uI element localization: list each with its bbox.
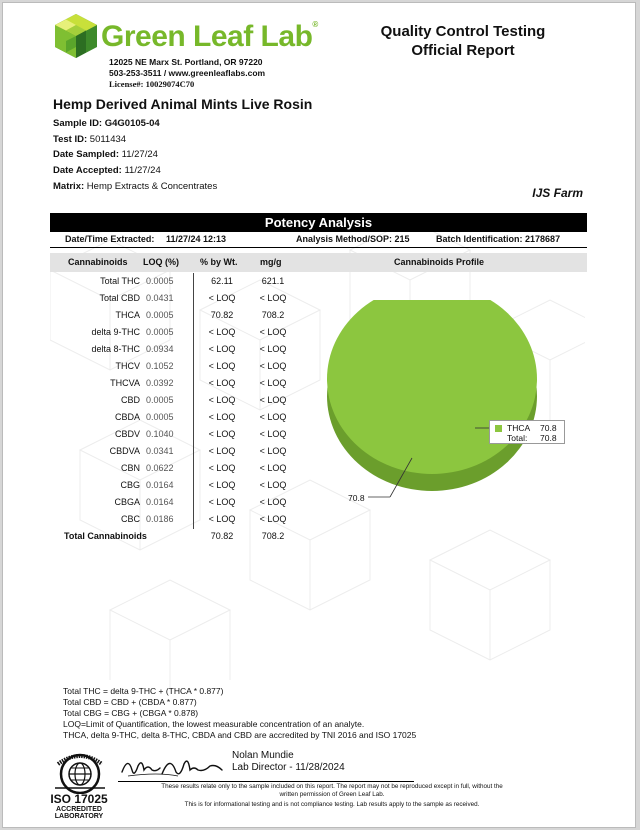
legend-label-thca: THCA xyxy=(507,423,531,433)
cell-pct: < LOQ xyxy=(208,463,236,473)
cell-pct: < LOQ xyxy=(208,497,236,507)
signer-block xyxy=(232,750,345,774)
cell-name: CBD xyxy=(120,395,140,405)
signer-name: Nolan Mundie xyxy=(232,750,294,761)
cell-loq: 0.0005 xyxy=(146,310,174,320)
total-pct: 70.82 xyxy=(210,531,234,541)
cell-mg: < LOQ xyxy=(259,480,287,490)
cell-name: CBDVA xyxy=(109,446,140,456)
cell-loq: 0.0164 xyxy=(146,497,174,507)
cell-pct: < LOQ xyxy=(208,480,236,490)
cell-loq: 0.0934 xyxy=(146,344,174,354)
cell-loq: 0.1052 xyxy=(146,361,174,371)
table-row xyxy=(50,358,300,375)
cell-name: THCVA xyxy=(110,378,140,388)
iso-accreditation-badge: ISO 17025 ACCREDITED LABORATORY xyxy=(50,792,108,820)
note-total-cbg: Total CBG = CBG + (CBGA * 0.878) xyxy=(63,708,199,718)
legend-swatch-thca xyxy=(495,425,502,432)
header-loq: LOQ (%) xyxy=(143,257,179,267)
header-divider xyxy=(50,247,587,248)
table-row xyxy=(50,273,300,290)
signature-line xyxy=(118,781,414,782)
header-profile: Cannabinoids Profile xyxy=(394,257,485,267)
cell-loq: 0.1040 xyxy=(146,429,174,439)
note-total-thc: Total THC = delta 9-THC + (THCA * 0.877) xyxy=(63,686,224,696)
cell-name: Total THC xyxy=(100,276,140,286)
note-loq: LOQ=Limit of Quantification, the lowest measurable concentration of an analyte. xyxy=(63,719,365,729)
cell-mg: < LOQ xyxy=(259,344,287,354)
table-row xyxy=(50,392,300,409)
informational-disclaimer: This is for informational testing and is not compliance testing. Lab results apply to the sample as received. xyxy=(184,801,480,808)
cell-mg: < LOQ xyxy=(259,293,287,303)
cell-mg: < LOQ xyxy=(259,395,287,405)
lab-address: 12025 NE Marx St. Portland, OR 97220 xyxy=(109,57,263,67)
chart-legend xyxy=(489,420,565,444)
cell-mg: < LOQ xyxy=(259,429,287,439)
cell-pct: < LOQ xyxy=(208,412,236,422)
cell-loq: 0.0186 xyxy=(146,514,174,524)
table-row xyxy=(50,511,300,528)
cell-loq: 0.0005 xyxy=(146,276,174,286)
cell-pct: 62.11 xyxy=(211,276,233,286)
cell-loq: 0.0005 xyxy=(146,412,174,422)
cell-name: CBN xyxy=(120,463,140,473)
cell-name: CBGA xyxy=(114,497,140,507)
header-mg: mg/g xyxy=(260,257,282,267)
cell-pct: < LOQ xyxy=(208,514,236,524)
cell-name: delta 9-THC xyxy=(91,327,140,337)
cell-mg: < LOQ xyxy=(259,463,287,473)
header-cannabinoids: Cannabinoids xyxy=(68,257,128,267)
cell-name: Total CBD xyxy=(99,293,140,303)
date-accepted: Date Accepted: 11/27/24 xyxy=(53,165,161,177)
cell-loq: 0.0005 xyxy=(146,327,174,337)
date-time-extracted-value: 11/27/24 12:13 xyxy=(166,234,227,244)
lab-director-signature xyxy=(118,752,228,782)
cell-mg: < LOQ xyxy=(259,378,287,388)
pie-data-label: 70.8 xyxy=(348,493,365,503)
test-id: Test ID: 5011434 xyxy=(53,133,127,145)
calculation-notes xyxy=(63,686,416,741)
note-accreditation: THCA, delta 9-THC, delta 8-THC, CBDA and CBD are accredited by TNI 2016 and ISO 17025 xyxy=(63,730,417,740)
sample-info xyxy=(53,116,217,195)
cell-mg: 621.1 xyxy=(261,276,285,286)
cell-loq: 0.0431 xyxy=(146,293,174,303)
table-header-row xyxy=(50,253,587,272)
table-total-row xyxy=(50,528,300,545)
lab-name: Green Leaf Lab® xyxy=(101,20,318,53)
lab-address-block xyxy=(109,57,265,90)
table-row xyxy=(50,460,300,477)
note-total-cbd: Total CBD = CBD + (CBDA * 0.877) xyxy=(63,697,197,707)
signer-title: Lab Director - 11/28/2024 xyxy=(232,762,345,773)
cell-mg: < LOQ xyxy=(259,446,287,456)
cell-loq: 0.0392 xyxy=(146,378,174,388)
table-row xyxy=(50,341,300,358)
cell-pct: < LOQ xyxy=(208,327,236,337)
cell-mg: < LOQ xyxy=(259,361,287,371)
disclaimer: These results relate only to the sample included on this report. The report may not be reproduced except in full, without the written permission of Green Leaf Lab. xyxy=(161,783,503,798)
total-mg: 708.2 xyxy=(261,531,285,541)
table-row xyxy=(50,477,300,494)
cell-loq: 0.0622 xyxy=(146,463,174,473)
cell-name: CBDV xyxy=(114,429,140,439)
legend-total-label: Total: xyxy=(507,433,528,443)
cell-mg: 708.2 xyxy=(261,310,285,320)
cell-pct: < LOQ xyxy=(208,446,236,456)
cell-name: delta 8-THC xyxy=(91,344,140,354)
cell-pct: < LOQ xyxy=(208,378,236,388)
cell-pct: < LOQ xyxy=(208,429,236,439)
table-row xyxy=(50,290,300,307)
table-row xyxy=(50,324,300,341)
cell-loq: 0.0164 xyxy=(146,480,174,490)
cell-loq: 0.0341 xyxy=(146,446,174,456)
cell-mg: < LOQ xyxy=(259,412,287,422)
cell-name: CBDA xyxy=(114,412,140,422)
lab-contact: 503-253-3511 / www.greenleaflabs.com xyxy=(109,68,266,78)
batch-identification: Batch Identification: 2178687 xyxy=(436,234,561,244)
legend-total-value: 70.8 xyxy=(540,433,557,443)
lab-license: License#: 10029074C70 xyxy=(109,79,195,89)
date-time-extracted: Date/Time Extracted: xyxy=(65,234,155,244)
quality-management-seal-icon xyxy=(50,752,110,794)
cell-loq: 0.0005 xyxy=(146,395,174,405)
cannabinoids-profile-chart xyxy=(320,300,560,500)
cell-pct: < LOQ xyxy=(208,361,236,371)
cell-name: CBG xyxy=(120,480,140,490)
date-sampled: Date Sampled: 11/27/24 xyxy=(53,149,158,161)
cell-pct: < LOQ xyxy=(208,344,236,354)
cell-name: THCV xyxy=(115,361,140,371)
cell-mg: < LOQ xyxy=(259,514,287,524)
cell-mg: < LOQ xyxy=(259,497,287,507)
potency-analysis-title: Potency Analysis xyxy=(50,213,587,232)
cell-mg: < LOQ xyxy=(259,327,287,337)
cell-name: CBC xyxy=(120,514,140,524)
table-row xyxy=(50,307,300,324)
total-name: Total Cannabinoids xyxy=(64,531,147,541)
legend-value-thca: 70.8 xyxy=(540,423,557,433)
matrix: Matrix: Hemp Extracts & Concentrates xyxy=(53,180,218,192)
product-name: Hemp Derived Animal Mints Live Rosin xyxy=(53,96,313,112)
cell-pct: < LOQ xyxy=(208,293,236,303)
cell-pct: < LOQ xyxy=(208,395,236,405)
table-row xyxy=(50,443,300,460)
green-leaf-lab-logo-icon xyxy=(53,13,99,59)
header-pct: % by Wt. xyxy=(200,257,238,267)
report-title: Quality Control Testing Official Report xyxy=(380,23,546,59)
table-row xyxy=(50,494,300,511)
analysis-method: Analysis Method/SOP: 215 xyxy=(296,234,410,244)
cell-pct: 70.82 xyxy=(210,310,234,320)
cell-name: THCA xyxy=(115,310,140,320)
table-row xyxy=(50,426,300,443)
sample-id: Sample ID: G4G0105-04 xyxy=(53,118,160,129)
table-row xyxy=(50,375,300,392)
client-name: IJS Farm xyxy=(532,186,583,200)
table-row xyxy=(50,409,300,426)
